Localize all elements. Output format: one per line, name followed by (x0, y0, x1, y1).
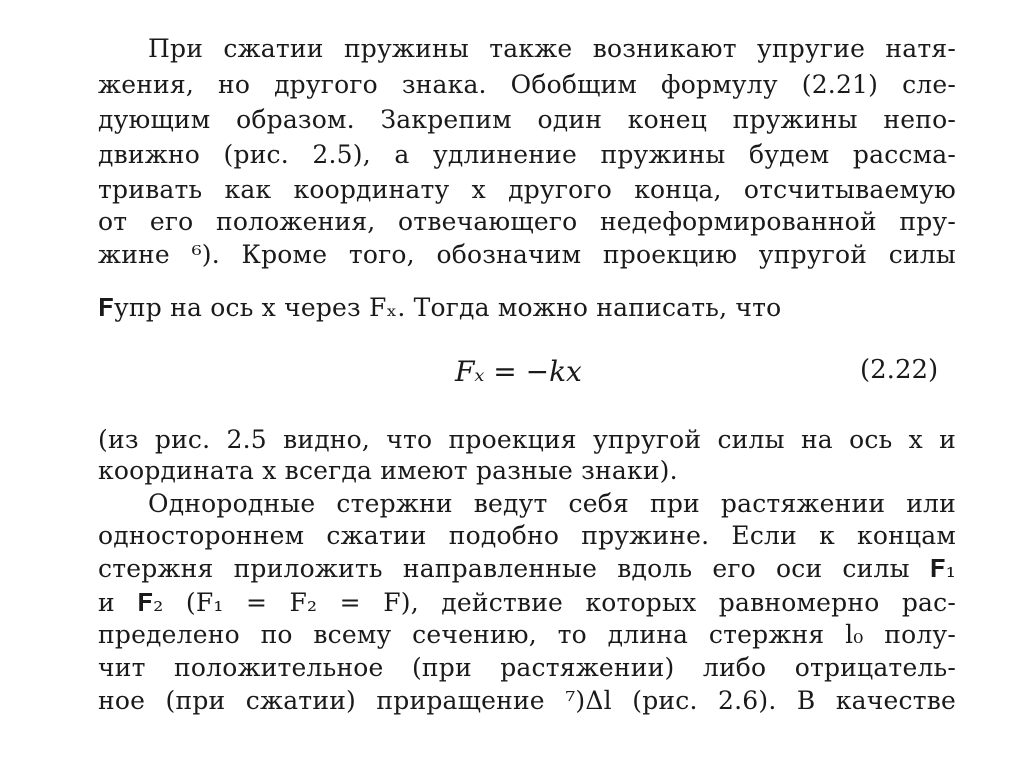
text-line: движно (рис. 2.5), а удлинение пружины будем рассма- (98, 140, 956, 169)
text-line: Однородные стержни ведут себя при растяжении или (148, 489, 956, 518)
equation-expression: Fₓ = −kx (455, 355, 582, 388)
equation-number: (2.22) (860, 355, 939, 385)
text-line: координата x всегда имеют разные знаки). (98, 456, 678, 485)
text-line: чит положительное (при растяжении) либо отрицатель- (98, 653, 956, 682)
text-line: ное (при сжатии) приращение ⁷)Δl (рис. 2.6). В качестве (98, 686, 956, 715)
text-line: одностороннем сжатии подобно пружине. Если к концам (98, 521, 956, 550)
text-line: (из рис. 2.5 видно, что проекция упругой силы на ось x и (98, 425, 956, 454)
equation-2-22 (0, 355, 1024, 391)
text-line: жения, но другого знака. Обобщим формулу (2.21) сле- (98, 70, 956, 99)
text-line: пределено по всему сечению, то длина стержня l₀ полу- (98, 620, 956, 649)
text-line: дующим образом. Закрепим один конец пружины непо- (98, 105, 956, 134)
text-line: жине ⁶). Кроме того, обозначим проекцию упругой силы (98, 240, 956, 269)
text-line: и 𝐅₂ (F₁ = F₂ = F), действие которых равномерно рас- (98, 588, 956, 617)
text-line: тривать как координату x другого конца, отсчитываемую (98, 175, 956, 204)
text-line: от его положения, отвечающего недеформированной пру- (98, 207, 956, 236)
text-line: стержня приложить направленные вдоль его оси силы 𝐅₁ (98, 554, 956, 583)
text-line: 𝐅упр на ось x через Fₓ. Тогда можно написать, что (98, 293, 782, 322)
text-line: При сжатии пружины также возникают упругие натя- (148, 34, 956, 63)
